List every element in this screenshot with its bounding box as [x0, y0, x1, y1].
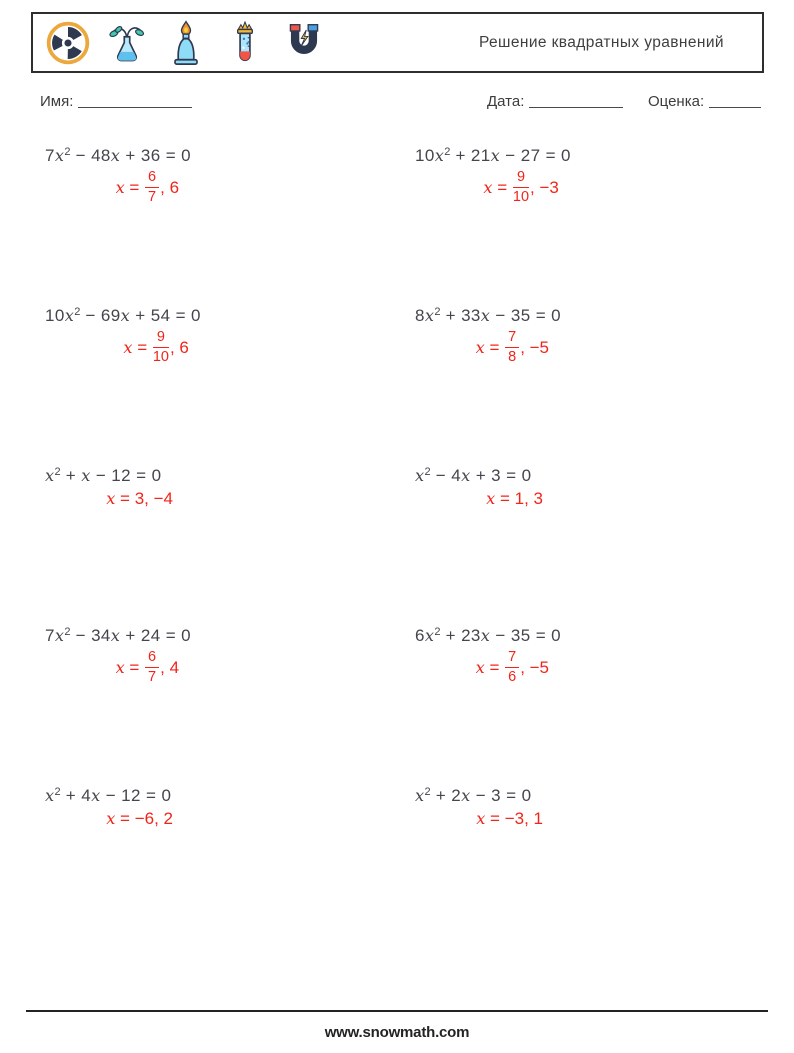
page-title: Решение квадратных уравнений: [478, 33, 724, 51]
fraction: $\frac{7}{8}$: [505, 329, 519, 365]
answer: x = 1, 3: [486, 489, 543, 508]
radiation-icon: [45, 20, 91, 66]
header-banner: [31, 12, 764, 73]
test-tube-icon: [222, 20, 268, 66]
problems-grid: [45, 146, 794, 946]
plant-flask-icon: [104, 20, 150, 66]
equation: $6x^2 + 23x - 35 = 0$: [415, 626, 562, 645]
answer: x = $\frac{9}{10}$ , −3: [483, 169, 559, 205]
fraction: $\frac{6}{7}$: [145, 169, 159, 205]
science-icons: [33, 20, 327, 66]
problem-cell: [45, 306, 415, 466]
magnet-icon: [281, 20, 327, 66]
footer-divider: [26, 1010, 768, 1012]
answer: x = $\frac{7}{8}$ , −5: [475, 329, 550, 365]
problem-cell: [415, 786, 785, 946]
answer: x = $\frac{6}{7}$ , 6: [115, 169, 180, 205]
grade-blank-line: [709, 96, 761, 108]
footer-url: www.snowmath.com: [324, 1024, 470, 1041]
name-field: [40, 93, 192, 110]
equation: $10x^2 + 21x - 27 = 0$: [415, 146, 571, 165]
equation: $10x^2 - 69x + 54 = 0$: [45, 306, 201, 325]
problem-cell: [415, 146, 785, 306]
answer: x = $\frac{6}{7}$ , 4: [115, 649, 180, 685]
problem-cell: [45, 626, 415, 786]
date-label: Дата:: [487, 93, 525, 110]
name-blank-line: [78, 96, 192, 108]
answer: x = 3, −4: [106, 489, 173, 508]
info-fields: [0, 93, 794, 115]
equation: $7x^2 - 48x + 36 = 0$: [45, 146, 192, 165]
answer: x = −6, 2: [106, 809, 173, 828]
answer: x = $\frac{9}{10}$ , 6: [123, 329, 189, 365]
equation: $x^2 - 4x + 3 = 0$: [415, 466, 532, 485]
answer: x = −3, 1: [476, 809, 543, 828]
problem-cell: [45, 146, 415, 306]
problem-cell: [45, 786, 415, 946]
name-label: Имя:: [40, 93, 74, 110]
burner-icon: [163, 20, 209, 66]
problem-cell: [415, 466, 785, 626]
problem-cell: [415, 626, 785, 786]
equation: $x^2 + 2x - 3 = 0$: [415, 786, 532, 805]
grade-label: Оценка:: [648, 93, 705, 110]
date-field: [487, 93, 623, 110]
equation: $x^2 + x - 12 = 0$: [45, 466, 162, 485]
equation: $8x^2 + 33x - 35 = 0$: [415, 306, 562, 325]
fraction: $\frac{9}{10}$: [512, 169, 530, 205]
fraction: $\frac{6}{7}$: [145, 649, 159, 685]
fraction: $\frac{7}{6}$: [505, 649, 519, 685]
fraction: $\frac{9}{10}$: [152, 329, 169, 365]
answer: x = $\frac{7}{6}$ , −5: [475, 649, 550, 685]
equation: $7x^2 - 34x + 24 = 0$: [45, 626, 192, 645]
date-blank-line: [529, 96, 623, 108]
problem-cell: [415, 306, 785, 466]
grade-field: [648, 93, 761, 110]
problem-cell: [45, 466, 415, 626]
equation: $x^2 + 4x - 12 = 0$: [45, 786, 172, 805]
